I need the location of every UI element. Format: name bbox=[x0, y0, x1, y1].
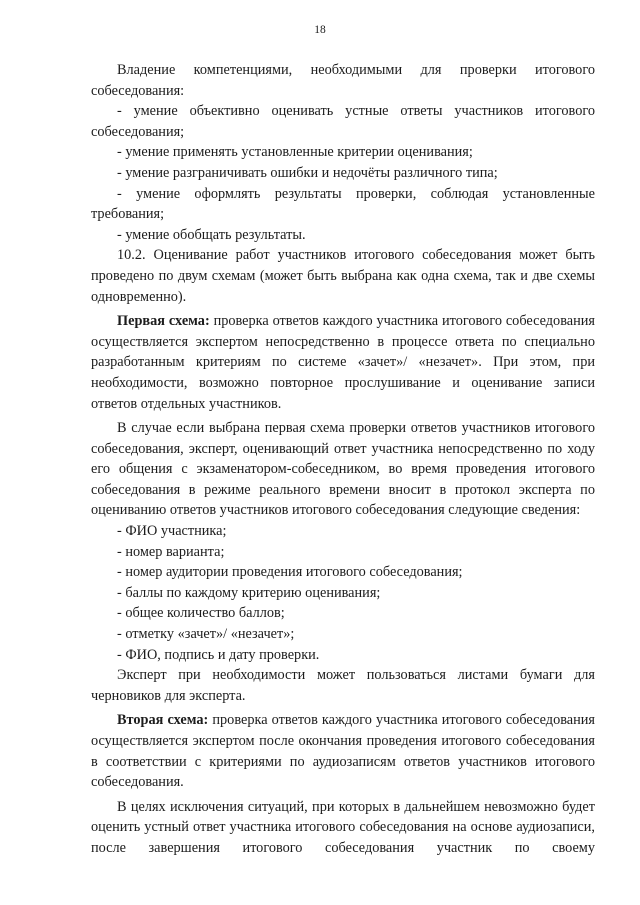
list-item: - ФИО участника; bbox=[117, 523, 227, 540]
document-body bbox=[91, 60, 595, 859]
paragraph-first-scheme bbox=[91, 311, 595, 414]
list-item: - баллы по каждому критерию оценивания; bbox=[117, 584, 381, 601]
list-item: - умение оформлять результаты проверки, соблюдая установленные требования; bbox=[91, 185, 595, 223]
list-item: - умение объективно оценивать устные ответы участников итогового собеседования; bbox=[91, 103, 595, 140]
list-item: - отметку «зачет»/ «незачет»; bbox=[117, 626, 295, 643]
list-item: - общее количество баллов; bbox=[117, 605, 285, 622]
page-number: 18 bbox=[314, 24, 326, 36]
paragraph-second-scheme bbox=[91, 710, 595, 792]
first-scheme-title: Первая схема: bbox=[117, 313, 210, 330]
paragraph-exclusion: В целях исключения ситуаций, при которых в дальнейшем невозможно будет оценить устный ответ участника итогового собеседования на основе аудиозаписи, после завершения итогового собеседования участник по своему bbox=[91, 798, 595, 856]
list-item: - умение обобщать результаты. bbox=[117, 226, 306, 243]
first-scheme-text: проверка ответов каждого участника итогового собеседования осуществляется экспертом непосредственно в процессе ответа по специально разработанным критериям по системе «зачет»/ «незачет». При этом, при необходимости, возможно повторное прослушивание и оценивание записи ответов отдельных участников. bbox=[91, 313, 595, 412]
paragraph-competencies-intro: Владение компетенциями, необходимыми для проверки итогового собеседования: bbox=[91, 62, 595, 99]
list-item: - ФИО, подпись и дату проверки. bbox=[117, 646, 320, 663]
second-scheme-title: Вторая схема: bbox=[117, 712, 209, 729]
list-item: - умение применять установленные критерии оценивания; bbox=[117, 144, 473, 161]
list-item: - номер варианта; bbox=[117, 543, 225, 560]
second-scheme-text: проверка ответов каждого участника итогового собеседования осуществляется экспертом после окончания проведения итогового собеседования в соответствии с критериями по аудиозаписям ответов участников итогового собеседования. bbox=[91, 712, 595, 791]
paragraph-drafts: Эксперт при необходимости может пользоваться листами бумаги для черновиков для эксперта. bbox=[91, 667, 595, 704]
list-item: - номер аудитории проведения итогового собеседования; bbox=[117, 564, 463, 581]
paragraph-first-scheme-details: В случае если выбрана первая схема проверки ответов участников итогового собеседования, эксперт, оценивающий ответ участника непосредственно по ходу его общения с экзаменатором-собеседником, во время проведения итогового собеседования в режиме реального времени вносит в протокол эксперта по оцениванию ответов участников итогового собеседования следующие сведения: bbox=[91, 420, 595, 519]
paragraph-10-2: 10.2. Оценивание работ участников итогового собеседования может быть проведено по двум схемам (может быть выбрана как одна схема, так и две схемы одновременно). bbox=[91, 247, 595, 305]
list-item: - умение разграничивать ошибки и недочёты различного типа; bbox=[117, 164, 498, 181]
